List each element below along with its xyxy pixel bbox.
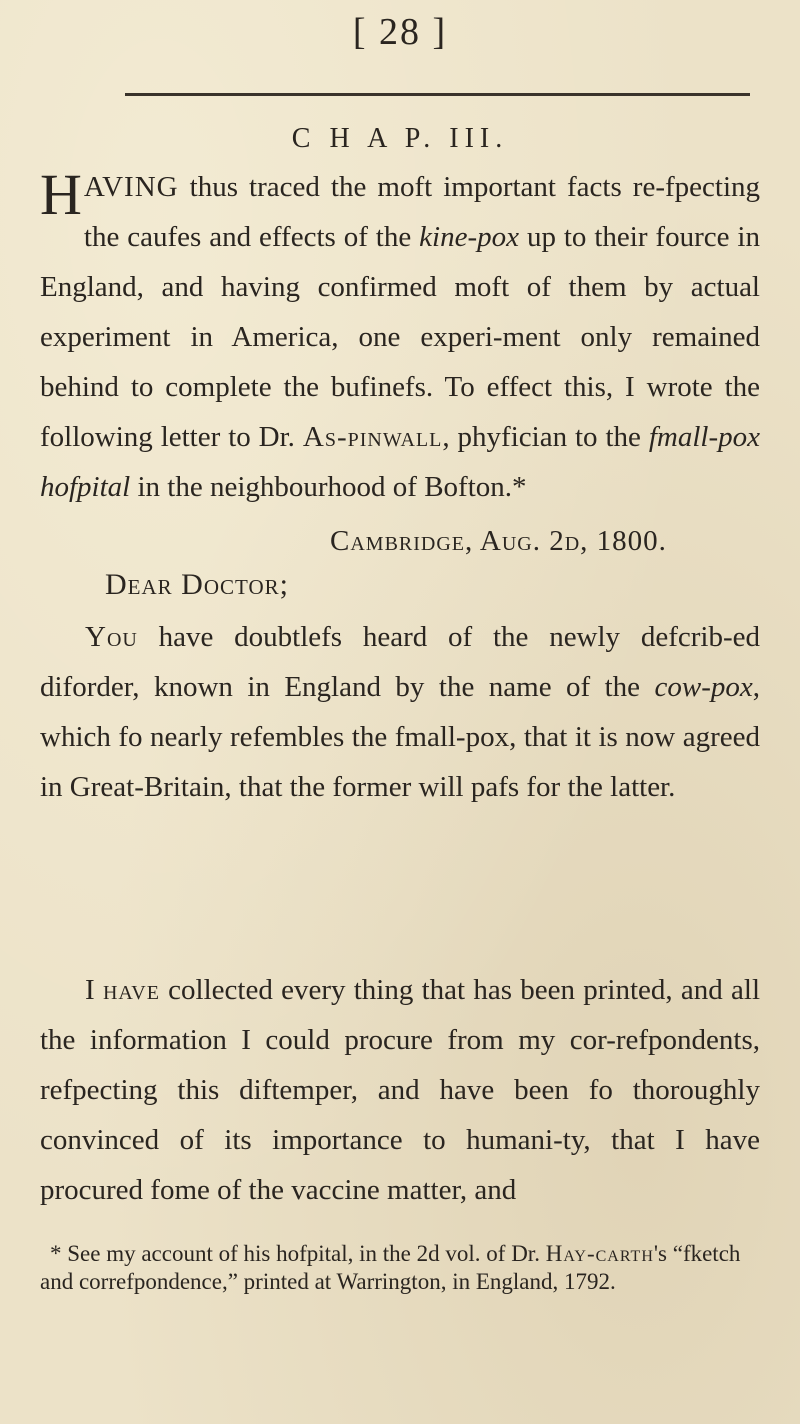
letter-paragraph-1 (40, 612, 760, 812)
opening-word: AVING (83, 171, 179, 203)
letter-p2-lead-word: have (102, 974, 160, 1006)
footnote-text-2: 's “fketch and correfpondence,” printed at Warrington, in England, 1792. (40, 1241, 741, 1294)
physician-name: As-pinwall (302, 421, 443, 453)
header-rule (125, 93, 750, 96)
letter-salutation: Dear Doctor; (105, 568, 289, 601)
cow-pox-term: cow-pox (654, 671, 753, 703)
intro-paragraph (40, 162, 760, 512)
letter-p2-text: collected every thing that has been printed, and all the information I could procure from my cor-refpondents, refpecting this diftemper, and have been fo thoroughly convinced of its importance to humani-ty, that I have procured fome of the vaccine matter, and (40, 974, 761, 1206)
letter-p2-lead-i: I (85, 974, 95, 1006)
drop-cap: H (40, 162, 82, 227)
intro-text-2: up to their fource in England, and having confirmed moft of them by actual experiment in America, one experi-ment only remained behind to complete the bufinefs. To effect this, I wrote the following letter to Dr. (40, 221, 760, 453)
intro-text-4: in the neighbourhood of Bofton.* (130, 471, 527, 503)
footnote (40, 1240, 760, 1296)
chapter-heading: C H A P. III. (291, 123, 509, 154)
kine-pox-term: kine-pox (419, 221, 520, 253)
letter-lead-word: You (85, 621, 138, 653)
letter-paragraph-2 (40, 965, 760, 1215)
page-number: [ 28 ] (352, 11, 448, 53)
intro-text-3: , phyfician to the (442, 421, 649, 453)
letter-p1-text-1: have doubtlefs heard of the newly defcrib-ed diforder, known in England by the name of the (40, 621, 760, 703)
footnote-name: Hay-carth (545, 1241, 654, 1266)
letter-p1-text-2: , which fo nearly refembles the fmall-pox, that it is now agreed in Great-Britain, that the former will pafs for the latter. (40, 671, 760, 803)
intro-text-1: thus traced the moft important facts re-fpecting the caufes and effects of the (83, 171, 760, 253)
hospital-term: fmall-pox hofpital (40, 421, 760, 503)
footnote-text-1: * See my account of his hofpital, in the 2d vol. of Dr. (50, 1241, 546, 1266)
letter-dateline: Cambridge, Aug. 2d, 1800. (330, 525, 667, 557)
